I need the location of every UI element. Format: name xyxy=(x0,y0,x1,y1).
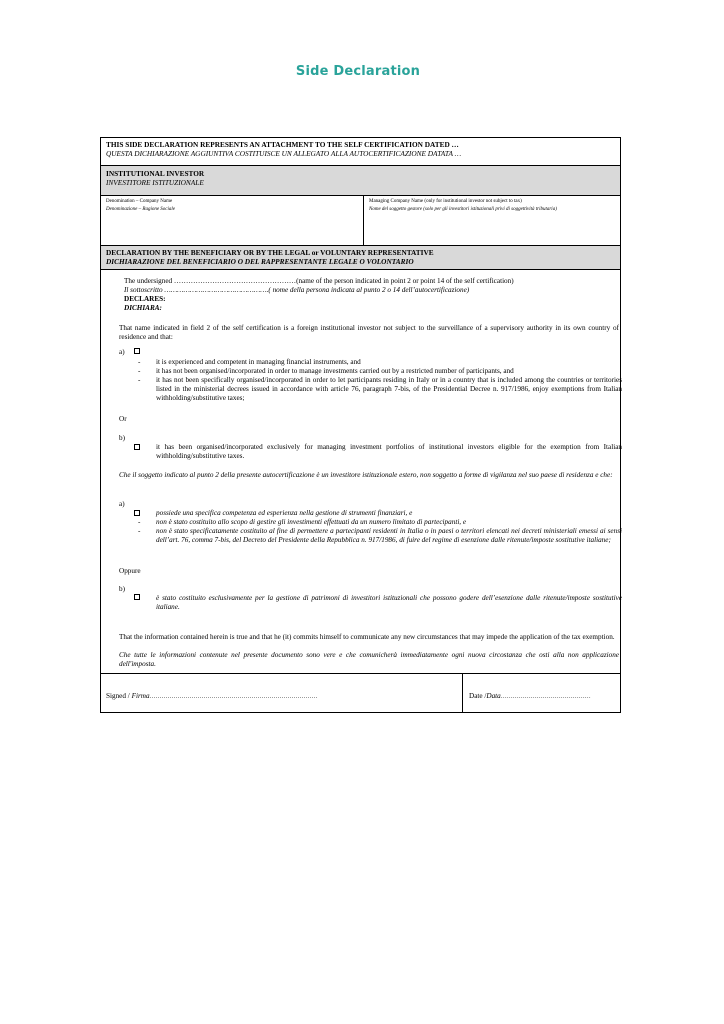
page-title: Side Declaration xyxy=(295,64,421,79)
option-b-label: b) xyxy=(119,434,125,442)
institutional-investor-it: INVESTITORE ISTITUZIONALE xyxy=(106,178,204,187)
declaration-header-en: DECLARATION BY THE BENEFICIARY OR BY THE LEGAL or VOLUNTARY REPRESENTATIVE xyxy=(106,248,434,257)
denomination-row xyxy=(101,196,620,246)
declaration-header-it: DICHIARAZIONE DEL BENEFICIARIO O DEL RAPPRESENTANTE LEGALE O VOLONTARIO xyxy=(106,257,414,266)
managing-company-field[interactable] xyxy=(364,196,620,246)
option-b-en: it has been organised/incorporated exclusively for managing investment portfolios of institutional investors eligible for the exemption from Italian withholding/substitutive taxes. xyxy=(156,443,622,460)
option-a-item-1-en: it is experienced and competent in managing financial instruments, and xyxy=(156,358,361,366)
attachment-header-en: THIS SIDE DECLARATION REPRESENTS AN ATTACHMENT TO THE SELF CERTIFICATION DATED … xyxy=(106,140,459,149)
institutional-investor-section xyxy=(101,166,620,196)
declaration-header xyxy=(101,246,620,270)
signed-dots: ………………………………………………………………………… xyxy=(149,694,318,700)
closing-it: Che tutte le informazioni contenute nel presente documento sono vere e che comunicherà immediatamente ogni nuova circostanza che osti alla non applicazione dell'imposta. xyxy=(119,651,619,668)
option-a-item-1-it: possiede una specifica competenza ed esperienza nella gestione di strumenti finanziari, e xyxy=(156,509,413,517)
option-a-item-2-it: non è stato costituito allo scopo di gestire gli investimenti effettuati da un numero limitato di partecipanti, e xyxy=(156,518,467,526)
signature-row xyxy=(101,674,620,712)
company-name-label-en: Denomination – Company Name xyxy=(106,199,173,204)
date-field[interactable] xyxy=(463,674,620,712)
managing-company-label-it: Nome del soggetto gestore (solo per gli investitori istituzionali privi di soggettività tributaria) xyxy=(369,207,557,212)
option-b-it: è stato costituito esclusivamente per la gestione di patrimoni di investitori istituzionali che possono godere dell’esenzione dalle ritenute/imposte sostitutive italiane. xyxy=(156,594,622,611)
managing-company-label-en: Managing Company Name (only for institutional investor not subject to tax) xyxy=(369,199,522,204)
bullet-dash: - xyxy=(138,358,141,366)
option-a-label-it: a) xyxy=(119,500,125,508)
signed-field[interactable] xyxy=(101,674,463,712)
or-label: Or xyxy=(119,415,127,423)
option-a-item-2-en: it has not been organised/incorporated in order to manage investments carried out by a restricted number of participants, and xyxy=(156,367,514,375)
option-b-checkbox-it[interactable] xyxy=(134,594,140,600)
option-b-label-it: b) xyxy=(119,585,125,593)
dichiara-label: DICHIARA: xyxy=(124,304,162,312)
side-declaration-form xyxy=(100,137,621,713)
intro-it: Che il soggetto indicato al punto 2 della presente autocertificazione è un investitore istituzionale estero, non soggetto a forme di vigilanza nel suo paese di residenza e che: xyxy=(119,471,613,479)
option-a-label: a) xyxy=(119,348,125,356)
option-b-checkbox[interactable] xyxy=(134,444,140,450)
option-a-checkbox-it[interactable] xyxy=(134,510,140,516)
undersigned-en: The undersigned ……………………………………………(name of the person indicated in point 2 or point 14 of the self certification) xyxy=(124,277,514,285)
undersigned-it: Il sottoscritto ………………………………………….( nome della persona indicata al punto 2 o 14 dell’autocertificazione) xyxy=(124,286,470,294)
date-label: Date / xyxy=(469,692,487,700)
bullet-dash: - xyxy=(138,367,141,375)
declaration-body xyxy=(101,270,620,674)
company-name-label-it: Denominazione – Ragione Sociale xyxy=(106,207,176,212)
bullet-dash: - xyxy=(138,518,141,526)
option-a-item-3-it: non è stato specificatamente costituito al fine di permettere a partecipanti residenti in Italia o in paesi o territori elencati nei decreti ministeriali emessi ai sensi dell’art. 76, comma 7-bis, del Decreto del Presidente della Repubblica n. 917/1986, di fuire del regime di esenzione dalle ritenute/imposte sostitutive italiane; xyxy=(156,527,622,544)
bullet-dash: - xyxy=(138,376,141,384)
attachment-header xyxy=(101,138,620,166)
closing-en: That the information contained herein is true and that he (it) commits himself to communicate any new circumstances that may impede the application of the tax exemption. xyxy=(119,633,615,641)
firma-label: Firma xyxy=(131,692,150,700)
declares-label: DECLARES: xyxy=(124,295,166,303)
option-a-checkbox[interactable] xyxy=(134,348,140,354)
attachment-header-it: QUESTA DICHIARAZIONE AGGIUNTIVA COSTITUISCE UN ALLEGATO ALLA AUTOCERTIFICAZIONE DATATA … xyxy=(106,149,462,158)
signed-label: Signed / xyxy=(106,692,132,700)
company-name-field[interactable] xyxy=(101,196,364,246)
intro-en: That name indicated in field 2 of the self certification is a foreign institutional investor not subject to the surveillance of a supervisory authority in its own country of residence and that: xyxy=(119,324,619,341)
oppure-label: Oppure xyxy=(119,567,141,575)
bullet-dash: - xyxy=(138,527,141,535)
option-a-item-3-en: it has not been specifically organised/incorporated in order to let participants residing in Italy or in a country that is included among the countries or territories listed in the ministerial decrees issued in accordance with article 76, paragraph 7-bis, of the Presidential Decree n. 917/1986, enjoy exemptions from Italian withholding/substitutive taxes; xyxy=(156,376,622,402)
date-dots: ……………………………………… xyxy=(500,694,591,700)
data-label: Data xyxy=(486,692,501,700)
institutional-investor-en: INSTITUTIONAL INVESTOR xyxy=(106,169,205,178)
